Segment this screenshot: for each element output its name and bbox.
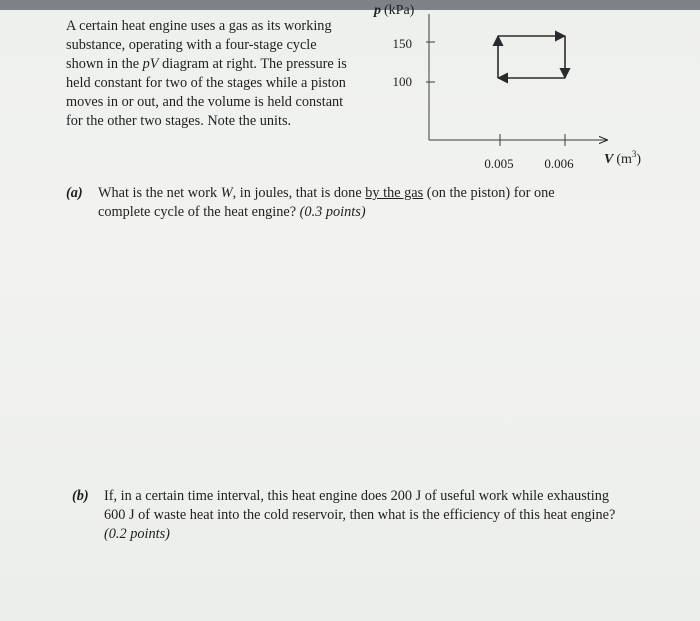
- x-axis-label: [604, 149, 641, 167]
- question-b-points: (0.2 points): [104, 526, 170, 542]
- question-a-text-2: , in joules, that is done: [232, 185, 366, 201]
- x-axis-unit-exponent: 3: [631, 149, 637, 159]
- pv-diagram: [360, 0, 660, 178]
- y-tick-label-150: 150: [392, 36, 412, 51]
- question-a-label: (a): [66, 185, 83, 201]
- question-b-text: [104, 487, 632, 544]
- problem-statement: [66, 17, 356, 131]
- intro-text-1: A certain heat engine uses a gas as its working substance, operating with a four-stage cycle shown in the: [66, 18, 332, 72]
- question-b-text-body: If, in a certain time interval, this heat engine does 200 J of useful work while exhausting 600 J of waste heat into the cold reservoir, then what is the efficiency of this heat engine?: [104, 488, 616, 523]
- y-axis-label: [373, 3, 415, 18]
- x-axis-unit: (m: [616, 152, 632, 167]
- question-b: [72, 487, 632, 544]
- question-a-text-3: (on the piston) for one complete cycle of the heat engine?: [98, 185, 555, 220]
- x-tick-label-0006: 0.006: [544, 156, 574, 171]
- question-a: [66, 184, 586, 222]
- question-b-label: (b): [72, 488, 89, 504]
- question-a-points: (0.3 points): [299, 204, 366, 220]
- question-a-underlined: by the gas: [365, 185, 424, 201]
- y-tick-label-100: 100: [392, 74, 412, 89]
- x-axis-unit-close: ): [636, 152, 642, 167]
- x-tick-label-0005: 0.005: [484, 156, 514, 171]
- work-variable: W: [220, 185, 233, 201]
- question-a-text-1: What is the net work: [98, 185, 221, 201]
- x-axis-symbol: V: [604, 152, 614, 167]
- y-axis-symbol: p: [374, 3, 381, 18]
- question-a-text: [98, 184, 586, 222]
- y-axis-unit: (kPa): [384, 3, 415, 18]
- pv-term: pV: [142, 56, 159, 72]
- intro-text-2: diagram at right. The pressure is held constant for two of the stages while a piston moves in or out, and the volume is held constant for the other two stages. Note the units.: [66, 56, 347, 129]
